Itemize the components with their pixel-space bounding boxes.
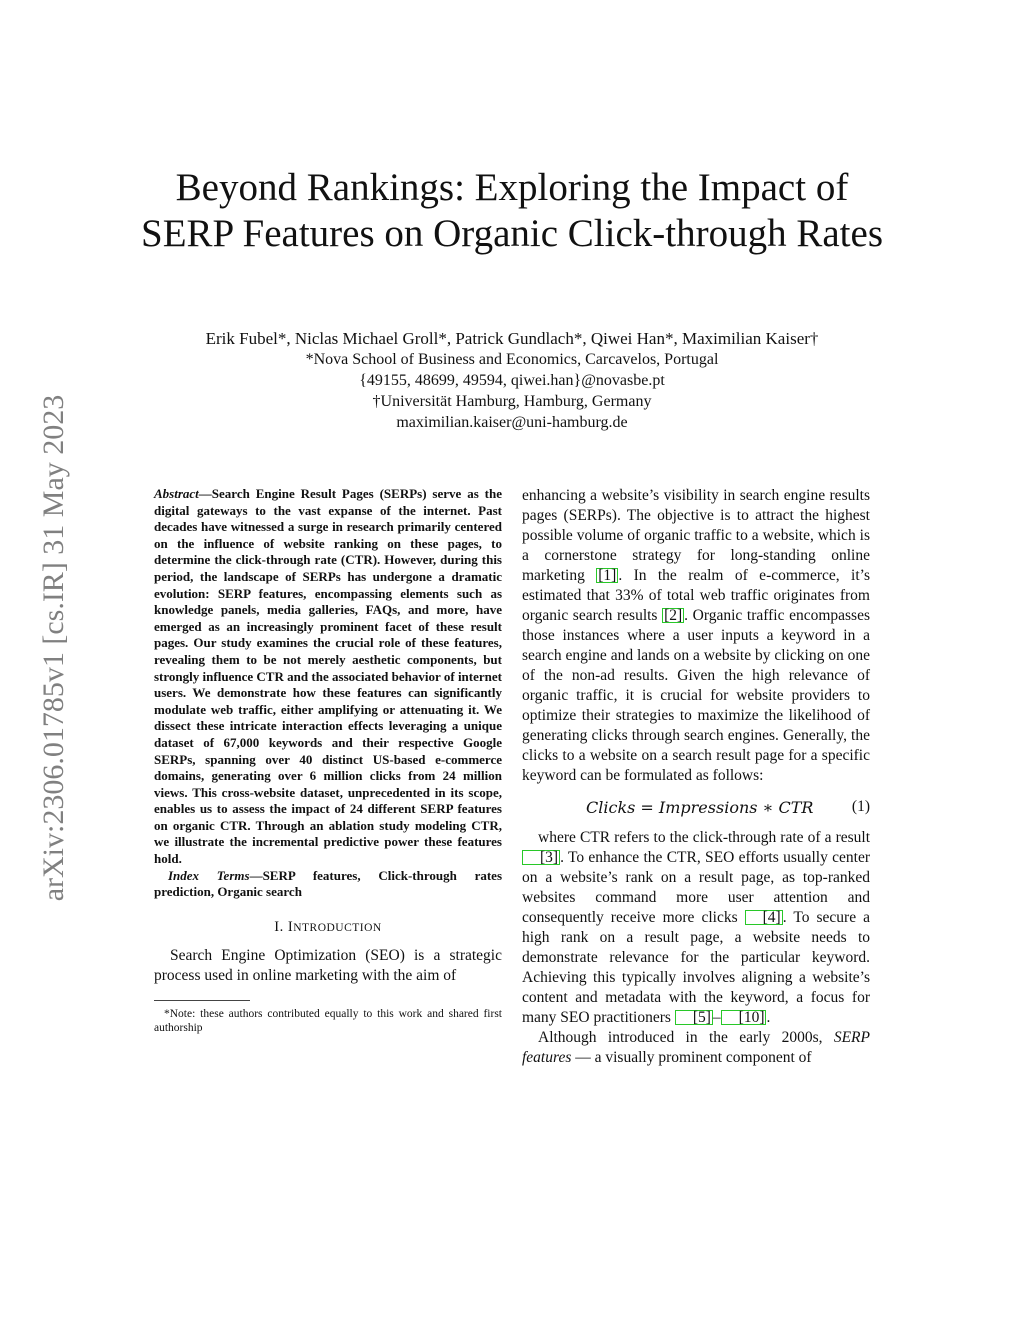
citation-link[interactable]: [4]	[745, 910, 783, 925]
citation-link[interactable]: [5]	[675, 1010, 713, 1025]
text-span: . To enhance the CTR, SEO efforts usually center on a website’s rank on a result page, as top-ranked websites command more user attention and consequently receive more clicks	[522, 849, 870, 926]
text-span: . To secure a high rank on a result page, a website needs to demonstrate relevance for the particular keyword. Achieving this typically involves aligning a website’s content and metadata with the keyword, a focus for many SEO practitioners	[522, 909, 870, 1026]
email-hamburg: maximilian.kaiser@uni-hamburg.de	[396, 414, 628, 431]
abstract	[154, 486, 502, 868]
section-numeral: I.	[274, 918, 288, 935]
emphasis-serp-features: SERP features	[522, 1029, 870, 1066]
footnote-rule	[154, 1000, 250, 1001]
abstract-label: Abstract	[154, 486, 199, 501]
right-column	[522, 486, 870, 1068]
footnote: *Note: these authors contributed equally to this work and shared first authorship	[154, 1007, 502, 1034]
text-span: — a visually prominent component of	[571, 1049, 812, 1066]
text-span: . In the realm of e-commerce, it’s estimated that 33% of total web traffic originates from organic search results	[522, 567, 870, 624]
text-span: .	[766, 1009, 771, 1026]
arxiv-identifier: arXiv:2306.01785v1 [cs.IR] 31 May 2023	[37, 394, 70, 902]
citation-link[interactable]: [1]	[598, 567, 617, 584]
section-title-rest: NTRODUCTION	[293, 921, 382, 934]
equation-number: (1)	[851, 798, 870, 815]
index-terms-text: —SERP features, Click-through rates prediction, Organic search	[154, 867, 502, 900]
text-span: where CTR refers to the click-through rate of a result	[538, 829, 870, 846]
email-nova: {49155, 48699, 49594, qiwei.han}@novasbe.pt	[359, 372, 665, 389]
section-heading-introduction	[154, 919, 502, 936]
left-column	[154, 486, 502, 1035]
section-first-letter: I	[287, 918, 294, 935]
right-paragraph-3	[522, 1028, 870, 1068]
affiliation-nova: *Nova School of Business and Economics, Carcavelos, Portugal	[305, 351, 719, 368]
author-names: Erik Fubel*, Niclas Michael Groll*, Patrick Gundlach*, Qiwei Han*, Maximilian Kaiser†	[205, 329, 819, 348]
index-terms-label: Index Terms	[168, 867, 250, 883]
paper-title: Beyond Rankings: Exploring the Impact of SERP Features on Organic Click-through Rates	[141, 166, 883, 255]
citation-link[interactable]: [3]	[522, 850, 560, 865]
intro-paragraph-1: Search Engine Optimization (SEO) is a strategic process used in online marketing with the aim of	[154, 946, 502, 984]
author-block	[120, 328, 904, 433]
right-paragraph-1	[522, 486, 870, 786]
abstract-text: —Search Engine Result Pages (SERPs) serve as the digital gateways to the vast expanse of the internet. Past decades have witnessed a surge in research primarily centered on the influence of website ranking on these pages, to determine the click-through rate (CTR). However, during this period, the landscape of SERPs has undergone a dramatic evolution: SERP features, encompassing elements such as knowledge panels, media galleries, FAQs, and more, have emerged as an increasingly prominent facet of these result pages. Our study examines the crucial role of these features, revealing them to be not merely aesthetic components, but strongly influence CTR and the associated behavior of internet users. We demonstrate how these features can significantly modulate web traffic, either amplifying or attenuating it. We dissect these intricate interaction effects leveraging a unique dataset of 67,000 keywords and their respective Google SERPs, spanning over 40 distinct US-based e-commerce domains, generating over 6 million clicks from 24 million views. This cross-website dataset, unprecedented in its scope, enables us to assess the impact of 24 different SERP features on organic CTR. Through an ablation study modeling CTR, we illustrate the incremental predictive power these features hold.	[154, 486, 502, 867]
text-span: Although introduced in the early 2000s,	[538, 1029, 834, 1046]
right-paragraph-2	[522, 828, 870, 1028]
index-terms	[154, 868, 502, 901]
equation-body: Clicks = Impressions ∗ CTR	[586, 798, 814, 817]
affiliation-hamburg: †Universität Hamburg, Hamburg, Germany	[372, 393, 652, 410]
citation-link[interactable]: [10]	[721, 1010, 767, 1025]
citation-link[interactable]: [2]	[664, 607, 683, 624]
text-span: enhancing a website’s visibility in search engine results pages (SERPs). The objective is to attract the highest possible volume of organic traffic to a website, which is a cornerstone strategy for long-standing online marketing	[522, 487, 870, 584]
text-span: –	[712, 1009, 721, 1026]
equation-1	[522, 792, 870, 826]
text-span: . Organic traffic encompasses those instances where a user inputs a keyword in a search engine and lands on a website by clicking on one of the non-ad results. Given the high relevance of organic traffic, it is crucial for website providers to optimize their strategies to maximize the likelihood of generating clicks through search engines. Generally, the clicks to a website on a search result page for a specific keyword can be formulated as follows:	[522, 607, 870, 784]
